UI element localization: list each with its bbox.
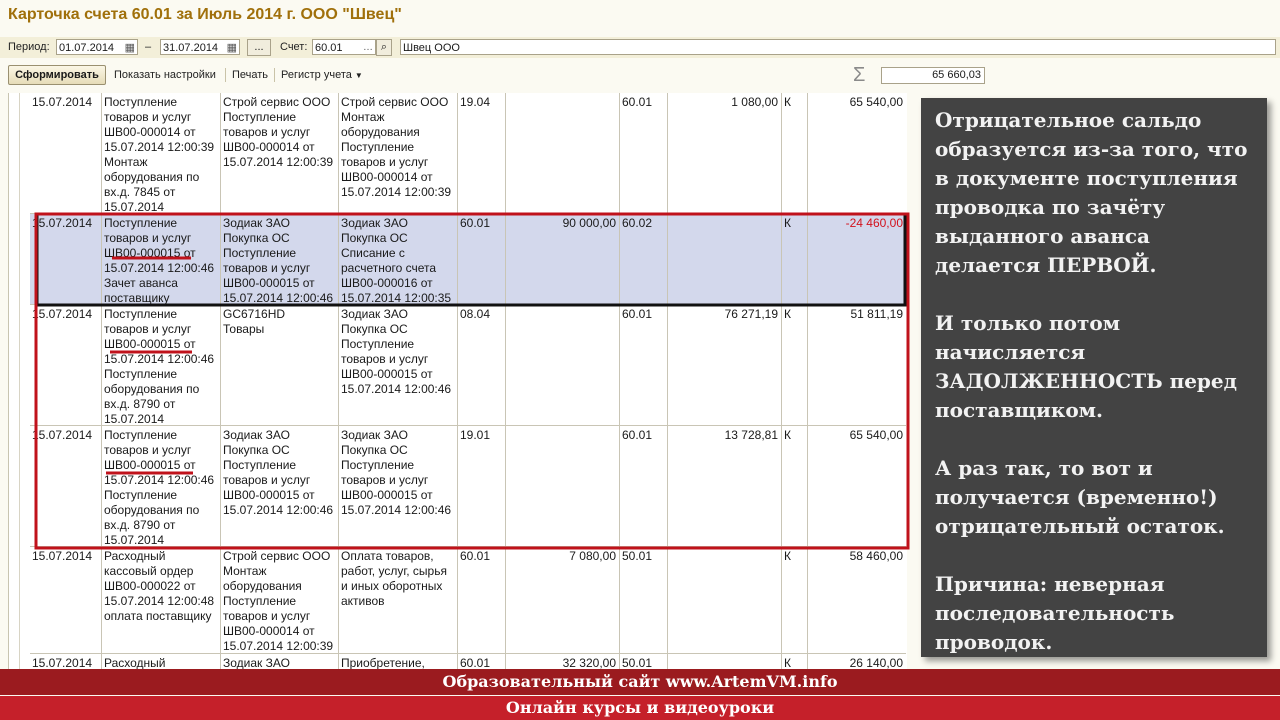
analytics-debit-cell: Зодиак ЗАО [221, 654, 339, 669]
document-cell[interactable]: Расходный кассовый ордер ШВ00-000022 от 15.07.2014 12:00:48 оплата поставщику [102, 547, 221, 653]
date-cell: 15.07.2014 [30, 214, 102, 304]
balance-cell-negative: -24 460,00 [845, 216, 903, 230]
balance-direction-cell: К [782, 547, 808, 653]
date-cell: 15.07.2014 [30, 654, 102, 669]
balance-direction-cell: К [782, 305, 808, 425]
balance-direction-cell: К [782, 654, 808, 669]
footer-site-text: Образовательный сайт www.ArtemVM.info [442, 672, 838, 691]
analytics-credit-cell: Зодиак ЗАО Покупка ОС Поступление товаров и услуг ШВ00-000015 от 15.07.2014 12:00:46 [339, 426, 458, 546]
credit-account-cell: 60.01 [620, 93, 668, 213]
generate-button[interactable]: Сформировать [8, 65, 106, 85]
chevron-down-icon: ▼ [354, 71, 363, 80]
balance-cell: 65 540,00 [849, 428, 903, 442]
document-cell[interactable]: Расходный [102, 654, 221, 669]
credit-account-cell: 60.02 [620, 214, 668, 304]
footer-courses-text: Онлайн курсы и видеоуроки [505, 698, 775, 717]
document-cell[interactable]: Поступление товаров и услуг ШВ00-000015 от 15.07.2014 12:00:46 Поступление оборудования по вх.д. 8790 от 15.07.2014 [102, 305, 221, 425]
search-icon: ⌕ [380, 41, 388, 53]
debit-account-cell: 19.01 [458, 426, 506, 546]
analytics-debit-cell: GC6716HD Товары [221, 305, 339, 425]
organization-field[interactable]: Швец ООО [400, 39, 1276, 55]
annotation-paragraph: И только потом начисляется ЗАДОЛЖЕННОСТЬ перед поставщиком. [935, 311, 1237, 422]
balance-cell: 51 811,19 [850, 307, 903, 321]
debit-account-cell: 19.04 [458, 93, 506, 213]
annotation-paragraph: Отрицательное сальдо образуется из-за того, что в документе поступления проводка по зачёту выданного аванса делается ПЕРВОЙ. [935, 108, 1248, 277]
date-to-value: 31.07.2014 [163, 42, 219, 54]
sum-icon: Σ [853, 64, 866, 86]
credit-account-cell: 60.01 [620, 305, 668, 425]
credit-sum-cell: 13 728,81 [668, 426, 782, 546]
document-cell[interactable]: Поступление товаров и услуг ШВ00-000015 от 15.07.2014 12:00:46 Поступление оборудования по вх.д. 8790 от 15.07.2014 [102, 426, 221, 546]
balance-direction-cell: К [782, 214, 808, 304]
document-cell[interactable]: Поступление товаров и услуг ШВ00-000015 от 15.07.2014 12:00:46 Зачет аванса поставщику [102, 214, 221, 304]
period-label: Период: [8, 41, 50, 53]
footer-banner-bottom [0, 696, 1280, 720]
credit-account-cell: 50.01 [620, 547, 668, 653]
debit-account-cell: 60.01 [458, 214, 506, 304]
show-settings-button[interactable]: Показать настройки [114, 69, 216, 81]
debit-account-cell: 08.04 [458, 305, 506, 425]
analytics-credit-cell: Приобретение, [339, 654, 458, 669]
annotation-paragraph: Причина: неверная последовательность проводок. [935, 572, 1175, 654]
account-value: 60.01 [315, 42, 343, 54]
register-label: Регистр учета [281, 69, 352, 81]
calendar-icon[interactable]: ▦ [124, 42, 135, 54]
analytics-credit-cell: Строй сервис ООО Монтаж оборудования Поступление товаров и услуг ШВ00-000014 от 15.07.2014 12:00:39 [339, 93, 458, 213]
analytics-debit-cell: Зодиак ЗАО Покупка ОС Поступление товаров и услуг ШВ00-000015 от 15.07.2014 12:00:46 [221, 426, 339, 546]
credit-sum-cell: 1 080,00 [668, 93, 782, 213]
analytics-debit-cell: Зодиак ЗАО Покупка ОС Поступление товаров и услуг ШВ00-000015 от 15.07.2014 12:00:46 [221, 214, 339, 304]
analytics-debit-cell: Строй сервис ООО Поступление товаров и услуг ШВ00-000014 от 15.07.2014 12:00:39 [221, 93, 339, 213]
date-from-value: 01.07.2014 [59, 42, 115, 54]
calendar-icon[interactable]: ▦ [226, 42, 237, 54]
choice-dots-icon[interactable]: … [363, 42, 373, 53]
print-button[interactable]: Печать [232, 69, 269, 81]
credit-sum-cell: 76 271,19 [668, 305, 782, 425]
analytics-debit-cell: Строй сервис ООО Монтаж оборудования Поступление товаров и услуг ШВ00-000014 от 15.07.2014 12:00:39 [221, 547, 339, 653]
balance-cell: 58 460,00 [849, 549, 903, 563]
credit-account-cell: 50.01 [620, 654, 668, 669]
debit-sum-cell: 90 000,00 [506, 214, 620, 304]
balance-cell: 26 140,00 [849, 656, 903, 669]
total-field: 65 660,03 [881, 67, 985, 84]
analytics-credit-cell: Оплата товаров, работ, услуг, сырья и иных оборотных активов [339, 547, 458, 653]
period-select-button[interactable]: ... [247, 39, 271, 56]
date-cell: 15.07.2014 [30, 426, 102, 546]
balance-direction-cell: К [782, 93, 808, 213]
balance-direction-cell: К [782, 426, 808, 546]
period-dash: – [145, 41, 152, 53]
date-cell: 15.07.2014 [30, 93, 102, 213]
red-highlight-frame [36, 214, 908, 548]
footer-banner-top [0, 669, 1280, 695]
debit-account-cell: 60.01 [458, 547, 506, 653]
debit-sum-cell: 32 320,00 [506, 654, 620, 669]
analytics-credit-cell: Зодиак ЗАО Покупка ОС Поступление товаров и услуг ШВ00-000015 от 15.07.2014 12:00:46 [339, 305, 458, 425]
date-cell: 15.07.2014 [30, 547, 102, 653]
annotation-panel [921, 98, 1267, 657]
balance-cell: 65 540,00 [849, 95, 903, 109]
page-title: Карточка счета 60.01 за Июль 2014 г. ООО "Швец" [8, 6, 402, 23]
debit-account-cell: 60.01 [458, 654, 506, 669]
credit-account-cell: 60.01 [620, 426, 668, 546]
document-cell[interactable]: Поступление товаров и услуг ШВ00-000014 от 15.07.2014 12:00:39 Монтаж оборудования по вх.д. 7845 от 15.07.2014 [102, 93, 221, 213]
debit-sum-cell: 7 080,00 [506, 547, 620, 653]
date-cell: 15.07.2014 [30, 305, 102, 425]
analytics-credit-cell: Зодиак ЗАО Покупка ОС Списание с расчетного счета ШВ00-000016 от 15.07.2014 12:00:35 [339, 214, 458, 304]
account-label: Счет: [280, 41, 308, 53]
annotation-paragraph: А раз так, то вот и получается (временно!) отрицательный остаток. [935, 456, 1225, 538]
